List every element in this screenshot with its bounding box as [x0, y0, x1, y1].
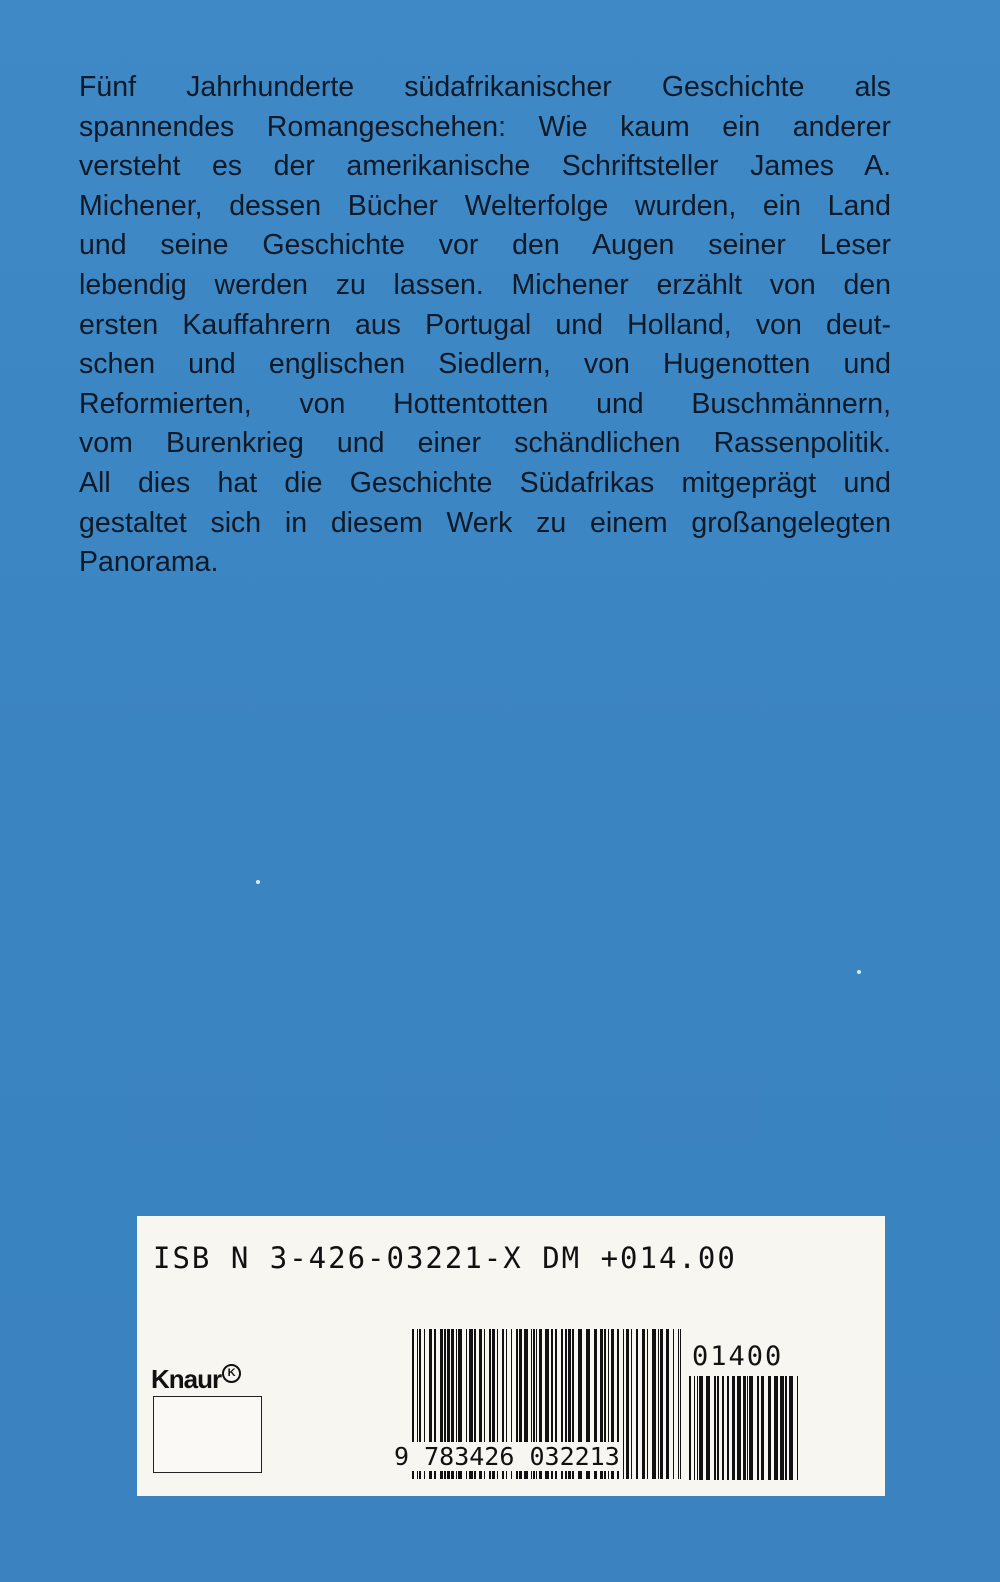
- blurb-line: Panorama.: [79, 546, 219, 579]
- barcode-bar: [678, 1329, 679, 1479]
- barcode-bar: [743, 1376, 746, 1480]
- barcode-bar: [623, 1329, 624, 1479]
- barcode-bar: [749, 1376, 753, 1480]
- barcode-bar: [737, 1376, 741, 1480]
- blurb-line: Fünf Jahrhunderte südafrikanischer Geschichte als: [79, 71, 891, 103]
- isbn-label: [137, 1216, 885, 1496]
- blurb-line: spannendes Romangeschehen: Wie kaum ein anderer: [79, 110, 891, 143]
- barcode-bar: [660, 1329, 663, 1479]
- barcode-bar: [680, 1329, 681, 1479]
- barcode-bar: [722, 1376, 724, 1480]
- barcode-bar: [732, 1376, 735, 1480]
- barcode-bar: [797, 1376, 798, 1480]
- blurb-line: und seine Geschichte vor den Augen seiner Leser: [79, 229, 891, 262]
- barcode-bar: [761, 1376, 764, 1480]
- blurb-line: vom Burenkrieg und einer schändlichen Rassenpolitik.: [79, 427, 891, 460]
- barcode-bar: [717, 1376, 719, 1480]
- paper-speck: [256, 880, 260, 884]
- barcode-bar: [757, 1376, 759, 1480]
- barcode-bar: [768, 1376, 771, 1480]
- paper-speck: [857, 970, 861, 974]
- blurb-line: schen und englischen Siedlern, von Hugenotten und: [79, 348, 891, 381]
- barcode-bar: [666, 1329, 669, 1479]
- barcode-bar: [647, 1329, 648, 1479]
- barcode-bar: [727, 1376, 729, 1480]
- blurb-text: [79, 68, 891, 583]
- barcode-bar: [697, 1376, 698, 1480]
- barcode-bar: [658, 1329, 659, 1479]
- barcode-bar: [642, 1329, 645, 1479]
- barcode-bar: [789, 1376, 793, 1480]
- barcode-bar: [673, 1329, 674, 1479]
- empty-price-box: [153, 1396, 262, 1473]
- blurb-line: ersten Kauffahrern aus Portugal und Holland, von deut-: [79, 308, 891, 341]
- barcode-bar: [636, 1329, 638, 1479]
- isbn-price-line: ISB N 3-426-03221-X DM +014.00: [153, 1241, 737, 1275]
- registered-mark-icon: K: [222, 1364, 241, 1383]
- publisher-name: Knaur: [151, 1364, 222, 1394]
- publisher-logo: [151, 1364, 241, 1395]
- barcode-bar: [706, 1376, 710, 1480]
- barcode-bar: [652, 1329, 656, 1479]
- price-code: 01400: [692, 1341, 784, 1372]
- barcode-bar: [747, 1376, 748, 1480]
- barcode-bar: [689, 1376, 691, 1480]
- blurb-line: Reformierten, von Hottentotten und Buschmännern,: [79, 387, 891, 420]
- blurb-line: All dies hat die Geschichte Südafrikas mitgeprägt und: [79, 466, 891, 499]
- barcode-number: 9 783426 032213: [394, 1442, 620, 1471]
- blurb-line: versteht es der amerikanische Schriftsteller James A.: [79, 150, 891, 183]
- barcode-bar: [774, 1376, 778, 1480]
- barcode-bar: [785, 1376, 787, 1480]
- barcode-bar: [631, 1329, 632, 1479]
- blurb-line: gestaltet sich in diesem Werk zu einem großangelegten: [79, 506, 891, 539]
- barcode-bar: [626, 1329, 629, 1479]
- barcode-bar: [780, 1376, 784, 1480]
- blurb-line: lebendig werden zu lassen. Michener erzählt von den: [79, 268, 891, 301]
- barcode-bar: [714, 1376, 716, 1480]
- barcode-bar: [699, 1376, 703, 1480]
- addon-barcode: [689, 1376, 799, 1480]
- blurb-line: Michener, dessen Bücher Welterfolge wurden, ein Land: [79, 189, 891, 222]
- barcode-bar: [694, 1376, 695, 1480]
